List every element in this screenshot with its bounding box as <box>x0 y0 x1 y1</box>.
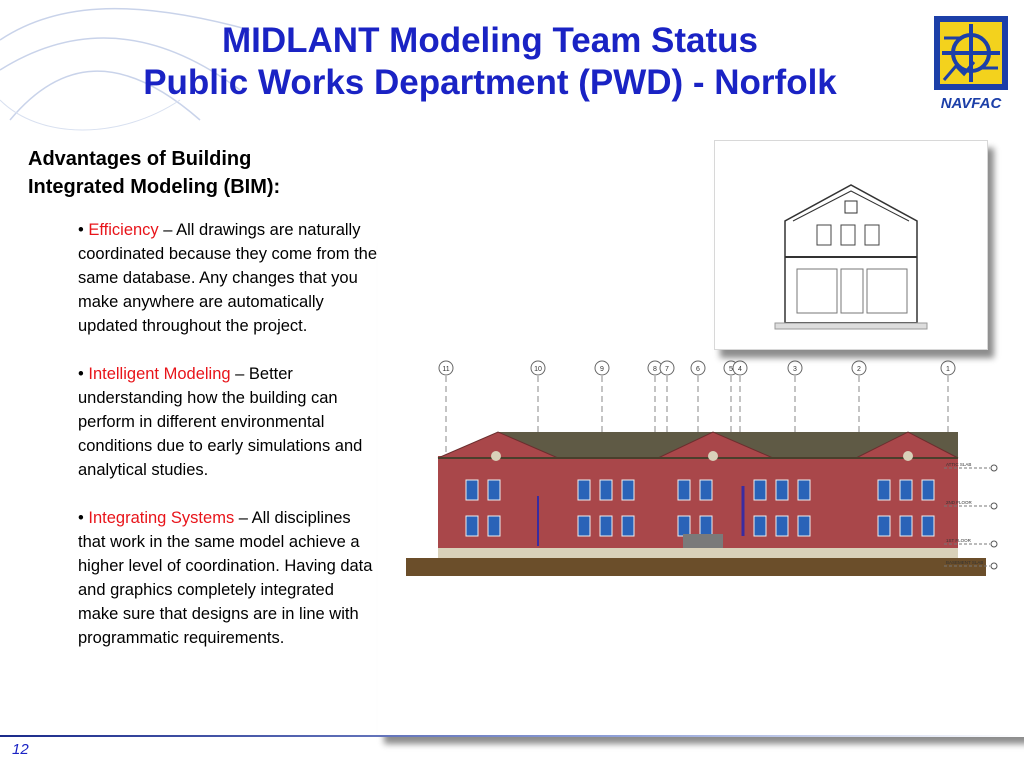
grid-label: 1 <box>946 366 950 373</box>
page-number: 12 <box>12 741 29 758</box>
window <box>678 480 690 500</box>
grid-label: 9 <box>600 366 604 373</box>
level-label: 1ST FLOOR <box>946 538 971 543</box>
window <box>776 480 788 500</box>
title-line-2: Public Works Department (PWD) - Norfolk <box>143 63 837 102</box>
level-marker <box>991 563 997 569</box>
window <box>466 516 478 536</box>
building-section-drawing <box>714 140 988 350</box>
level-label: BASEMENT SLAB <box>946 560 984 565</box>
window <box>754 480 766 500</box>
bullet-efficiency <box>78 218 378 338</box>
window <box>600 516 612 536</box>
bullet-text: – Better understanding how the building can perform in different environmental conditions due to early simulations and analytical studies. <box>78 365 363 479</box>
navfac-logo <box>930 14 1012 114</box>
footer-rule <box>0 735 1024 737</box>
window <box>488 516 500 536</box>
window <box>622 516 634 536</box>
grid-label: 8 <box>653 366 657 373</box>
bullet-text: – All disciplines that work in the same model achieve a higher level of coordination. Having data and graphics completely integrated make sure that designs are in line with programmatic requirements. <box>78 509 373 647</box>
window <box>622 480 634 500</box>
window <box>578 480 590 500</box>
grid-label: 5 <box>729 366 733 373</box>
window <box>922 516 934 536</box>
window <box>900 480 912 500</box>
bullet-keyword: Intelligent Modeling <box>88 365 231 383</box>
grid-label: 6 <box>696 366 700 373</box>
title-line-1: MIDLANT Modeling Team Status <box>221 21 759 60</box>
window <box>600 480 612 500</box>
grid-label: 3 <box>793 366 797 373</box>
window <box>798 516 810 536</box>
grid-label: 7 <box>665 366 669 373</box>
window <box>678 516 690 536</box>
slide-title <box>60 20 920 104</box>
logo-text: NAVFAC <box>940 95 1002 112</box>
level-marker <box>991 541 997 547</box>
window <box>776 516 788 536</box>
window <box>878 480 890 500</box>
bullet-keyword: Efficiency <box>88 221 159 239</box>
window <box>878 516 890 536</box>
window <box>488 480 500 500</box>
window <box>754 516 766 536</box>
bullet-marker: • <box>78 509 89 527</box>
bullet-marker: • <box>78 365 89 383</box>
window <box>922 480 934 500</box>
bullet-text: – All drawings are naturally coordinated because they come from the same database. Any changes that you make anywhere are automatically updated throughout the project. <box>78 221 378 335</box>
level-marker <box>991 503 997 509</box>
level-label: 2ND FLOOR <box>946 500 972 505</box>
grid-label: 2 <box>857 366 861 373</box>
level-label: ATTIC SLAB <box>946 462 972 467</box>
bullet-list <box>78 218 378 674</box>
subheading <box>28 145 368 201</box>
bullet-intelligent-modeling <box>78 362 378 482</box>
level-marker <box>991 465 997 471</box>
bullet-marker: • <box>78 221 89 239</box>
grid-label: 11 <box>442 366 450 373</box>
grid-label: 10 <box>534 366 542 373</box>
window <box>700 480 712 500</box>
window <box>798 480 810 500</box>
bullet-integrating-systems <box>78 506 378 650</box>
bullet-keyword: Integrating Systems <box>88 509 235 527</box>
subheading-line-1: Advantages of Building <box>28 148 252 170</box>
window <box>700 516 712 536</box>
window <box>466 480 478 500</box>
window <box>900 516 912 536</box>
window <box>578 516 590 536</box>
subheading-line-2: Integrated Modeling (BIM): <box>28 176 281 198</box>
grid-label: 4 <box>738 366 742 373</box>
